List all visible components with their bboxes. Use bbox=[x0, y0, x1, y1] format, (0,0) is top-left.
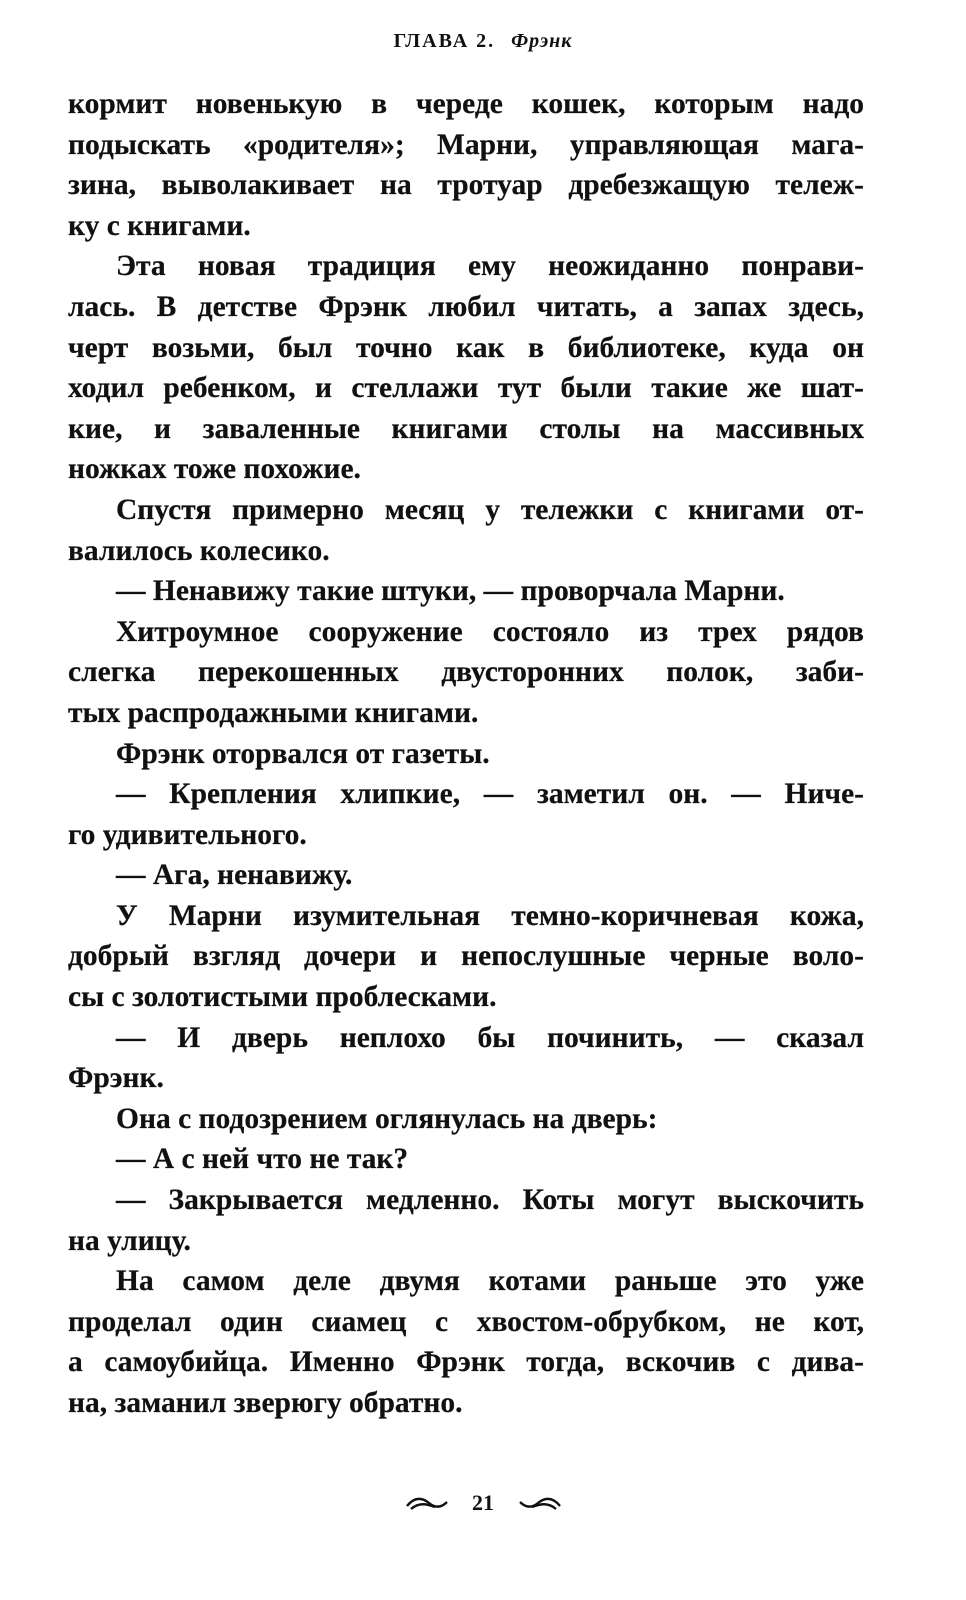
text-line: Фрэнк оторвался от газеты. bbox=[116, 737, 490, 770]
page-body bbox=[68, 84, 864, 1424]
paragraph bbox=[68, 1018, 864, 1099]
text-line: — Ненавижу такие штуки, — проворчала Марни. bbox=[116, 575, 785, 608]
text-line: Эта новая традиция ему неожиданно понрави- bbox=[116, 250, 864, 283]
paragraph bbox=[68, 246, 864, 490]
text-line: зина, выволакивает на тротуар дребезжащую тележ- bbox=[68, 169, 864, 202]
text-line: лась. В детстве Фрэнк любил читать, а запах здесь, bbox=[68, 290, 864, 323]
paragraph bbox=[68, 1180, 864, 1261]
text-line: ножках тоже похожие. bbox=[68, 453, 361, 486]
text-line: — А с ней что не так? bbox=[116, 1143, 409, 1176]
paragraph bbox=[68, 774, 864, 855]
text-line: тых распродажными книгами. bbox=[68, 696, 479, 729]
page-number: 21 bbox=[472, 1489, 494, 1515]
text-line: ку с книгами. bbox=[68, 209, 251, 242]
paragraph bbox=[68, 896, 864, 1018]
text-line: Фрэнк. bbox=[68, 1062, 164, 1095]
text-line: Хитроумное сооружение состояло из трех рядов bbox=[116, 615, 864, 648]
text-line: У Марни изумительная темно-коричневая кожа, bbox=[116, 899, 864, 932]
text-line: на, заманил зверюгу обратно. bbox=[68, 1387, 463, 1419]
text-line: подыскать «родителя»; Марни, управляющая мага- bbox=[68, 128, 864, 161]
running-header bbox=[0, 30, 966, 53]
left-ornament-icon bbox=[405, 1494, 449, 1512]
paragraph bbox=[68, 734, 864, 775]
paragraph bbox=[68, 571, 864, 612]
text-line: — Закрывается медленно. Коты могут выскочить bbox=[116, 1184, 864, 1217]
paragraph bbox=[68, 84, 864, 246]
text-line: черт возьми, был точно как в библиотеке, куда он bbox=[68, 331, 864, 364]
text-line: го удивительного. bbox=[68, 818, 307, 851]
paragraph bbox=[68, 1139, 864, 1180]
text-line: — Ага, ненавижу. bbox=[116, 859, 353, 892]
text-line: Она с подозрением оглянулась на дверь: bbox=[116, 1102, 658, 1135]
paragraph bbox=[68, 612, 864, 734]
text-line: добрый взгляд дочери и непослушные черные воло- bbox=[68, 940, 864, 973]
text-line: — Крепления хлипкие, — заметил он. — Ниче- bbox=[116, 778, 864, 811]
text-line: На самом деле двумя котами раньше это уже bbox=[116, 1265, 864, 1298]
chapter-title: Фрэнк bbox=[511, 30, 573, 52]
text-line: слегка перекошенных двусторонних полок, заби- bbox=[68, 656, 864, 689]
text-line: на улицу. bbox=[68, 1224, 191, 1257]
text-line: — И дверь неплохо бы починить, — сказал bbox=[116, 1021, 864, 1054]
paragraph bbox=[68, 1099, 864, 1140]
paragraph bbox=[68, 1261, 864, 1423]
text-line: проделал один сиамец с хвостом-обрубком, не кот, bbox=[68, 1305, 864, 1338]
text-line: сы с золотистыми проблесками. bbox=[68, 981, 497, 1014]
text-line: ходил ребенком, и стеллажи тут были такие же шат- bbox=[68, 372, 864, 405]
paragraph bbox=[68, 490, 864, 571]
text-line: валилось колесико. bbox=[68, 534, 330, 567]
text-line: кормит новенькую в череде кошек, которым надо bbox=[68, 88, 864, 120]
text-line: Спустя примерно месяц у тележки с книгами от- bbox=[116, 493, 864, 526]
right-ornament-icon bbox=[518, 1494, 562, 1512]
chapter-label: ГЛАВА 2. bbox=[393, 30, 496, 52]
page-footer bbox=[0, 1488, 966, 1516]
paragraph bbox=[68, 855, 864, 896]
text-line: кие, и заваленные книгами столы на массивных bbox=[68, 412, 864, 445]
text-line: а самоубийца. Именно Фрэнк тогда, вскочив с дива- bbox=[68, 1346, 864, 1379]
